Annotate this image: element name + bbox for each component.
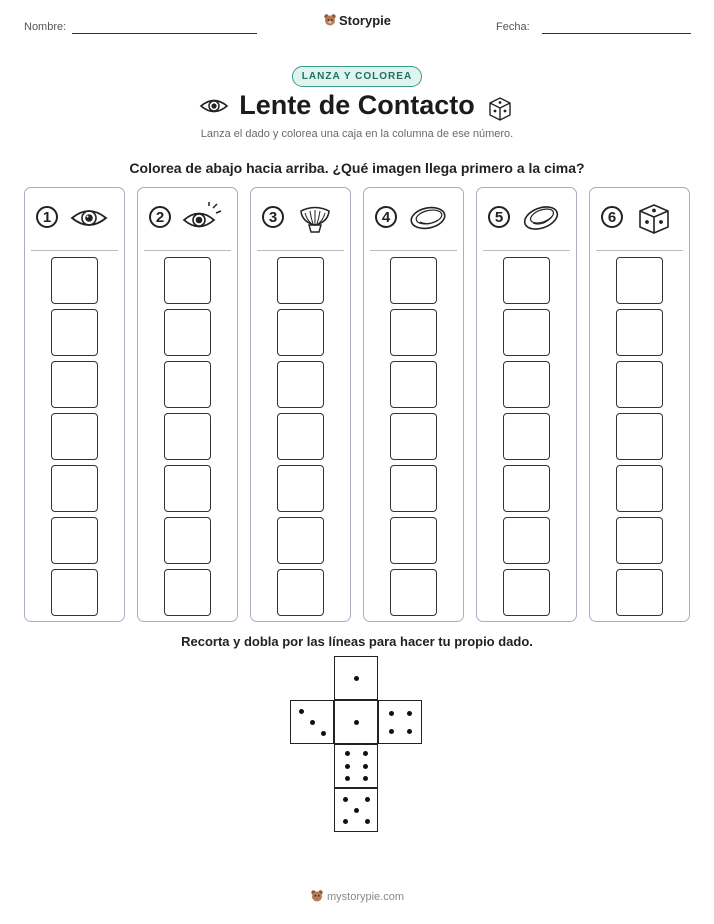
- color-box[interactable]: [164, 257, 211, 304]
- color-box[interactable]: [390, 361, 437, 408]
- color-box[interactable]: [277, 569, 324, 616]
- date-line[interactable]: [542, 33, 691, 34]
- color-box[interactable]: [616, 309, 663, 356]
- die-pip: [363, 751, 368, 756]
- column-2: [137, 187, 238, 622]
- die-pip: [389, 711, 394, 716]
- die-pip: [363, 764, 368, 769]
- color-box[interactable]: [277, 361, 324, 408]
- color-box[interactable]: [51, 517, 98, 564]
- color-box[interactable]: [277, 309, 324, 356]
- color-box[interactable]: [390, 517, 437, 564]
- die-pip: [299, 709, 304, 714]
- column-divider: [31, 250, 118, 251]
- die-pip: [321, 731, 326, 736]
- color-box[interactable]: [164, 361, 211, 408]
- die-face-5: [334, 788, 378, 832]
- title-dice-icon: [486, 94, 514, 122]
- column-divider: [370, 250, 457, 251]
- die-face-1: [334, 700, 378, 744]
- footer: [0, 889, 714, 903]
- activity-badge: [0, 66, 714, 87]
- color-box[interactable]: [277, 413, 324, 460]
- dice-icon: [634, 202, 674, 234]
- color-box[interactable]: [164, 309, 211, 356]
- instruction: Colorea de abajo hacia arriba. ¿Qué imagen llega primero a la cima?: [129, 160, 585, 176]
- footer-bear-icon: [310, 889, 324, 903]
- color-box[interactable]: [164, 413, 211, 460]
- bear-logo-icon: [323, 13, 337, 27]
- die-face-4: [378, 700, 422, 744]
- color-box[interactable]: [503, 309, 550, 356]
- color-box[interactable]: [51, 569, 98, 616]
- column-4: [363, 187, 464, 622]
- date-label: Fecha:: [496, 21, 530, 33]
- name-label: Nombre:: [24, 21, 67, 33]
- color-box[interactable]: [616, 257, 663, 304]
- color-box[interactable]: [390, 309, 437, 356]
- shell-icon: [295, 202, 335, 234]
- die-pip: [345, 751, 350, 756]
- color-box[interactable]: [503, 413, 550, 460]
- contact-lens-tilted-icon: [521, 202, 561, 234]
- color-box[interactable]: [616, 569, 663, 616]
- contact-lens-icon: [408, 202, 448, 234]
- color-box[interactable]: [616, 517, 663, 564]
- color-box[interactable]: [390, 413, 437, 460]
- color-box[interactable]: [51, 257, 98, 304]
- die-pip: [365, 797, 370, 802]
- column-3: [250, 187, 351, 622]
- die-pip: [310, 720, 315, 725]
- die-face-1: [334, 656, 378, 700]
- name-line[interactable]: [72, 33, 257, 34]
- die-pip: [343, 797, 348, 802]
- column-6: [589, 187, 690, 622]
- column-divider: [257, 250, 344, 251]
- color-box[interactable]: [503, 465, 550, 512]
- cut-instruction: Recorta y dobla por las líneas para hacer tu propio dado.: [181, 634, 533, 649]
- color-box[interactable]: [503, 257, 550, 304]
- die-pip: [363, 776, 368, 781]
- color-box[interactable]: [503, 361, 550, 408]
- color-box[interactable]: [390, 569, 437, 616]
- badge-text: LANZA Y COLOREA: [292, 66, 422, 87]
- color-box[interactable]: [503, 517, 550, 564]
- color-box[interactable]: [616, 465, 663, 512]
- eye-icon: [69, 202, 109, 234]
- column-1: [24, 187, 125, 622]
- column-number: 4: [375, 206, 397, 228]
- color-box[interactable]: [51, 413, 98, 460]
- color-box[interactable]: [390, 257, 437, 304]
- color-box[interactable]: [277, 465, 324, 512]
- column-divider: [483, 250, 570, 251]
- die-pip: [365, 819, 370, 824]
- color-box[interactable]: [616, 413, 663, 460]
- eye-sparkle-icon: [182, 202, 222, 234]
- color-box[interactable]: [277, 257, 324, 304]
- die-pip: [389, 729, 394, 734]
- subtitle: Lanza el dado y colorea una caja en la columna de ese número.: [200, 128, 514, 140]
- color-box[interactable]: [164, 465, 211, 512]
- die-pip: [345, 764, 350, 769]
- footer-url: mystorypie.com: [326, 891, 405, 903]
- color-box[interactable]: [51, 309, 98, 356]
- color-box[interactable]: [503, 569, 550, 616]
- die-pip: [345, 776, 350, 781]
- color-box[interactable]: [164, 569, 211, 616]
- column-5: [476, 187, 577, 622]
- page-title: Lente de Contacto: [239, 90, 475, 120]
- color-box[interactable]: [390, 465, 437, 512]
- column-divider: [596, 250, 683, 251]
- color-box[interactable]: [51, 465, 98, 512]
- color-box[interactable]: [616, 361, 663, 408]
- die-face-3: [290, 700, 334, 744]
- die-pip: [354, 720, 359, 725]
- color-box[interactable]: [51, 361, 98, 408]
- brand-name: Storypie: [338, 13, 391, 28]
- die-pip: [354, 676, 359, 681]
- column-number: 1: [36, 206, 58, 228]
- columns-grid: [24, 187, 690, 624]
- column-number: 5: [488, 206, 510, 228]
- die-pip: [354, 808, 359, 813]
- die-face-6: [334, 744, 378, 788]
- die-net: [290, 656, 426, 836]
- die-pip: [343, 819, 348, 824]
- column-number: 3: [262, 206, 284, 228]
- column-divider: [144, 250, 231, 251]
- column-number: 6: [601, 206, 623, 228]
- die-pip: [407, 729, 412, 734]
- column-number: 2: [149, 206, 171, 228]
- color-box[interactable]: [277, 517, 324, 564]
- brand: [0, 13, 714, 28]
- color-box[interactable]: [164, 517, 211, 564]
- die-pip: [407, 711, 412, 716]
